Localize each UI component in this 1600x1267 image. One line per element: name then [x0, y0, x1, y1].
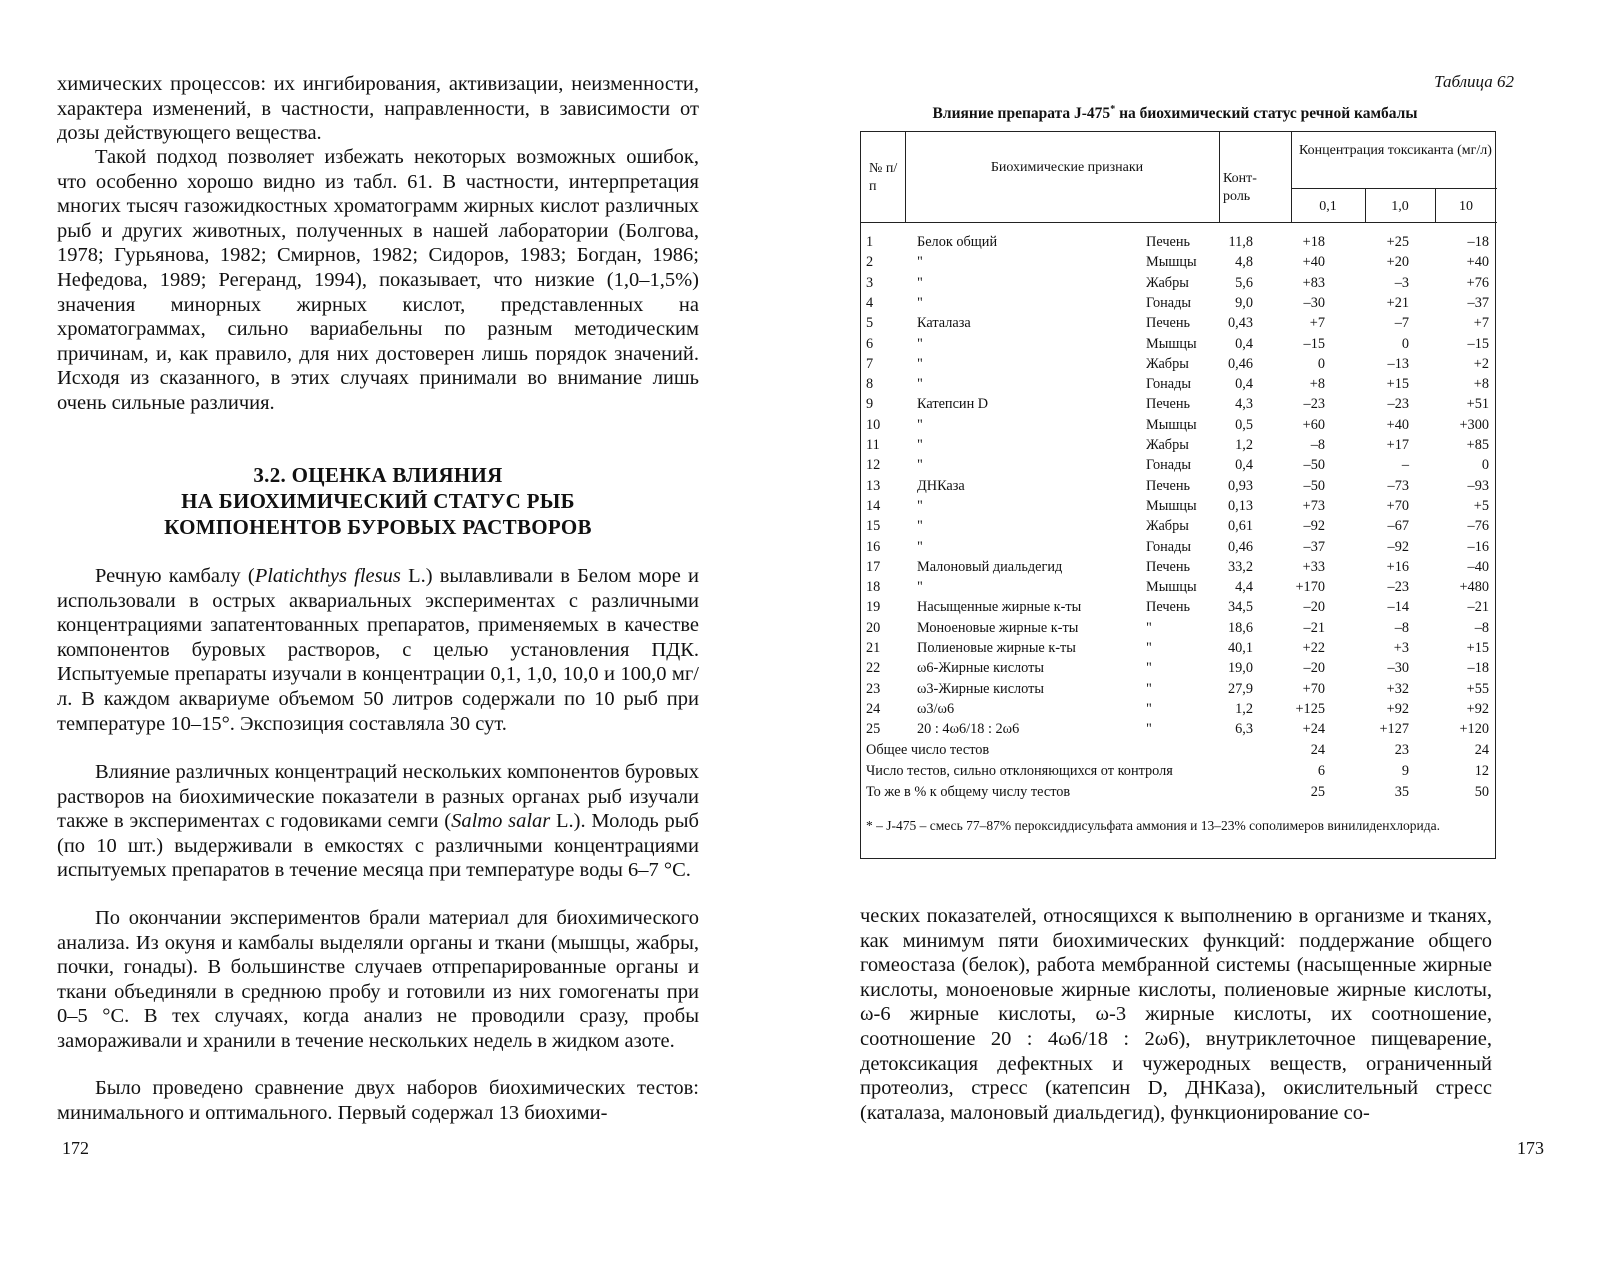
summary-conc-01: 24: [1310, 741, 1325, 758]
row-conc-10: +85: [1466, 437, 1489, 453]
summary-conc-01: 6: [1317, 762, 1325, 779]
row-sign: Насыщенные жирные к-ты: [917, 599, 1082, 616]
row-conc-1: +21: [1386, 294, 1409, 311]
row-control: 4,4: [1235, 579, 1253, 596]
row-organ: ": [1146, 660, 1152, 677]
row-number: 4: [866, 294, 874, 311]
row-number: 7: [866, 355, 874, 372]
row-conc-1: –7: [1394, 315, 1409, 332]
table-row: [861, 496, 1497, 516]
row-sign: ω3/ω6: [917, 700, 955, 717]
row-conc-01: –20: [1303, 599, 1325, 616]
table-row: [861, 273, 1497, 293]
row-control: 0,46: [1227, 538, 1253, 555]
row-control: 1,2: [1235, 437, 1253, 453]
row-sign: ": [917, 497, 923, 514]
row-organ: Печень: [1146, 599, 1191, 616]
row-control: 0,46: [1227, 355, 1253, 372]
row-organ: ": [1146, 721, 1152, 738]
row-conc-1: +20: [1386, 254, 1409, 271]
row-conc-10: –18: [1467, 660, 1489, 677]
table-row: [861, 354, 1497, 374]
row-conc-10: +8: [1473, 376, 1489, 393]
row-control: 40,1: [1227, 640, 1253, 656]
row-conc-1: –13: [1387, 355, 1409, 372]
species-name: Platichthys flesus: [254, 565, 401, 587]
row-sign: ": [917, 538, 923, 555]
row-conc-1: –23: [1387, 579, 1409, 596]
row-sign: Малоновый диальдегид: [917, 558, 1063, 575]
row-conc-01: +8: [1309, 376, 1325, 393]
row-conc-1: –92: [1387, 538, 1409, 555]
row-conc-1: –14: [1387, 599, 1409, 616]
row-organ: Жабры: [1146, 355, 1189, 372]
row-control: 4,3: [1235, 396, 1253, 413]
row-conc-1: +127: [1379, 721, 1409, 738]
header-conc-10: 10: [1459, 199, 1473, 214]
row-conc-10: +92: [1466, 700, 1489, 717]
row-number: 6: [866, 335, 874, 352]
page-number: 173: [1517, 1138, 1544, 1158]
row-organ: Печень: [1146, 234, 1191, 250]
row-conc-01: –30: [1303, 294, 1325, 311]
row-conc-01: –15: [1303, 335, 1325, 352]
paragraph-methods: По окончании экспериментов брали материал для биохимического анализа. Из окуня и камбалы выделяли органы и ткани (мышцы, жабры, почки, гонады). В большинстве случаев отпрепарированные органы и ткани объединяли в среднюю пробу и готовили из них гомогенаты при 0–5 °С. В тех случаях, когда анализ не проводили сразу, пробы замораживали и хранили в течение нескольких недель в жидком азоте.: [57, 907, 699, 1052]
table-row: [861, 618, 1497, 638]
row-conc-01: –50: [1303, 477, 1325, 494]
row-conc-1: 0: [1401, 335, 1409, 352]
table-row: [861, 658, 1497, 678]
row-number: 18: [866, 579, 881, 596]
page-number: 172: [62, 1138, 89, 1158]
row-number: 15: [866, 518, 881, 535]
row-conc-01: +40: [1302, 254, 1325, 271]
row-number: 11: [866, 437, 880, 453]
row-organ: Мышцы: [1146, 254, 1197, 271]
row-control: 34,5: [1227, 599, 1253, 616]
row-sign: Полиеновые жирные к-ты: [917, 640, 1076, 656]
row-number: 21: [866, 640, 881, 656]
row-conc-01: +22: [1302, 640, 1325, 656]
row-control: 4,8: [1235, 254, 1253, 271]
row-conc-1: +32: [1386, 680, 1409, 697]
row-number: 8: [866, 376, 874, 393]
row-conc-10: +7: [1473, 315, 1489, 332]
row-sign: ": [917, 437, 923, 453]
row-conc-01: +60: [1302, 416, 1325, 433]
row-sign: ω3-Жирные кислоты: [917, 680, 1044, 697]
row-conc-01: –8: [1310, 437, 1325, 453]
summary-conc-1: 23: [1394, 741, 1409, 758]
summary-conc-1: 35: [1394, 783, 1409, 800]
row-conc-01: +70: [1302, 680, 1325, 697]
row-organ: Мышцы: [1146, 335, 1197, 352]
summary-label: То же в % к общему числу тестов: [866, 783, 1071, 800]
row-control: 0,43: [1227, 315, 1253, 332]
row-conc-1: +40: [1386, 416, 1409, 433]
heading-line-3: КОМПОНЕНТОВ БУРОВЫХ РАСТВОРОВ: [164, 515, 592, 539]
row-number: 24: [866, 700, 881, 717]
table-number: Таблица 62: [1434, 72, 1514, 91]
row-conc-1: –23: [1387, 396, 1409, 413]
row-sign: Катепсин D: [917, 396, 989, 413]
table-row: [861, 394, 1497, 414]
table-row: [861, 415, 1497, 435]
row-conc-01: +24: [1302, 721, 1325, 738]
row-control: 6,3: [1235, 721, 1253, 738]
summary-conc-01: 25: [1310, 783, 1325, 800]
row-conc-10: –21: [1467, 599, 1489, 616]
summary-label: Число тестов, сильно отклоняющихся от контроля: [866, 762, 1173, 779]
row-conc-1: –3: [1394, 274, 1409, 291]
header-conc-01: 0,1: [1319, 199, 1337, 214]
summary-conc-10: 50: [1474, 783, 1489, 800]
row-conc-10: +15: [1466, 640, 1489, 656]
row-control: 11,8: [1228, 234, 1253, 250]
row-organ: Печень: [1146, 396, 1191, 413]
row-number: 16: [866, 538, 881, 555]
row-organ: Жабры: [1146, 274, 1189, 291]
row-sign: ": [917, 416, 923, 433]
paragraph-salmon: Влияние различных концентраций нескольких компонентов буровых растворов на биохимические показатели в разных органах рыб изучали также в экспериментах с годовиками семги (Salmo salar L.). Молодь рыб (по 10 шт.) выдерживали в емкостях с различными концентрациями испытуемых препаратов в течение месяца при температуре воды 6–7 °С.: [57, 761, 699, 882]
row-organ: Мышцы: [1146, 497, 1197, 514]
table-row: [861, 334, 1497, 354]
row-conc-10: +76: [1466, 274, 1489, 291]
table-row: [861, 699, 1497, 719]
row-number: 5: [866, 315, 874, 332]
row-conc-01: 0: [1317, 355, 1325, 372]
row-control: 0,61: [1227, 518, 1253, 535]
row-conc-01: –92: [1303, 518, 1325, 535]
row-organ: ": [1146, 640, 1152, 656]
row-control: 0,4: [1235, 457, 1253, 474]
row-control: 19,0: [1227, 660, 1253, 677]
species-name: Salmo salar: [451, 810, 551, 833]
header-conc-1: 1,0: [1391, 199, 1409, 214]
table-row: [861, 476, 1497, 496]
paragraph-flounder: Речную камбалу (Platichthys flesus L.) вылавливали в Белом море и использовали в острых аквариальных экспериментах с различными концентрациями запатентованных препаратов, применяемых в качестве компонентов буровых растворов, с целью установления ПДК. Испытуемые препараты изучали в концентрации 0,1, 1,0, 10,0 и 100,0 мг/л. В каждом аквариуме объемом 50 литров содержали по 10 рыб при температуре 10–15°. Экспозиция составляла 30 сут.: [57, 565, 699, 735]
row-conc-10: –8: [1474, 619, 1489, 636]
heading-line-1: 3.2. ОЦЕНКА ВЛИЯНИЯ: [253, 463, 503, 487]
table-row: [861, 435, 1497, 455]
row-number: 2: [866, 254, 874, 271]
row-conc-01: –21: [1303, 619, 1325, 636]
summary-row: [861, 761, 1497, 781]
data-table: [860, 131, 1496, 859]
table-footnote: * – J-475 – смесь 77–87% пероксиддисульфата аммония и 13–23% сополимеров винилиденхлорида.: [866, 818, 1440, 833]
row-conc-1: –30: [1387, 660, 1409, 677]
table-row: [861, 638, 1497, 658]
table-row: [861, 516, 1497, 536]
row-conc-01: +18: [1302, 234, 1325, 250]
row-number: 12: [866, 457, 881, 474]
paragraph-comparison: Было проведено сравнение двух наборов биохимических тестов: минимального и оптимального. Первый содержал 13 биохими-: [57, 1077, 699, 1124]
row-sign: ": [917, 376, 923, 393]
row-conc-10: –15: [1467, 335, 1489, 352]
row-organ: Печень: [1146, 315, 1191, 332]
paragraph-continuation: химических процессов: их ингибирования, активизации, неизменности, характера изменений, в частности, направленности, в зависимости от дозы действующего вещества.: [57, 73, 699, 145]
table-row: [861, 293, 1497, 313]
table-row: [861, 232, 1497, 252]
row-sign: ω6-Жирные кислоты: [917, 660, 1044, 677]
row-number: 10: [866, 416, 881, 433]
row-conc-10: –16: [1467, 538, 1489, 555]
row-control: 0,4: [1235, 335, 1253, 352]
row-control: 1,2: [1235, 700, 1253, 717]
row-sign: ": [917, 274, 923, 291]
header-signs: Биохимические признаки: [990, 160, 1144, 175]
table-row: [861, 597, 1497, 617]
row-number: 13: [866, 477, 881, 494]
table-row: [861, 679, 1497, 699]
row-conc-1: +17: [1386, 437, 1409, 453]
header-num: № п/п: [869, 161, 898, 194]
row-sign: Моноеновые жирные к-ты: [917, 619, 1079, 636]
row-control: 0,5: [1235, 416, 1253, 433]
table-row: [861, 252, 1497, 272]
row-organ: Гонады: [1146, 294, 1192, 311]
row-conc-01: +125: [1295, 700, 1325, 717]
row-conc-10: +5: [1473, 497, 1489, 514]
row-sign: ": [917, 457, 923, 474]
row-sign: 20 : 4ω6/18 : 2ω6: [917, 721, 1020, 738]
row-conc-01: +73: [1302, 497, 1325, 514]
row-organ: ": [1146, 619, 1152, 636]
row-number: 1: [866, 234, 874, 250]
heading-line-2: НА БИОХИМИЧЕСКИЙ СТАТУС РЫБ: [181, 489, 575, 513]
row-conc-01: +83: [1302, 274, 1325, 291]
row-control: 18,6: [1227, 619, 1253, 636]
row-sign: ": [917, 335, 923, 352]
row-conc-01: –50: [1303, 457, 1325, 474]
summary-conc-10: 12: [1474, 762, 1489, 779]
row-control: 0,13: [1227, 497, 1253, 514]
row-conc-1: +92: [1386, 700, 1409, 717]
row-conc-10: –37: [1467, 294, 1489, 311]
row-sign: Каталаза: [917, 315, 971, 332]
row-number: 14: [866, 497, 881, 514]
row-organ: ": [1146, 700, 1152, 717]
row-number: 3: [866, 274, 874, 291]
row-conc-1: –: [1401, 457, 1409, 474]
row-conc-01: +33: [1302, 558, 1325, 575]
row-conc-01: –20: [1303, 660, 1325, 677]
summary-conc-1: 9: [1401, 762, 1409, 779]
table-row: [861, 455, 1497, 475]
row-conc-01: +7: [1309, 315, 1325, 332]
row-conc-01: –23: [1303, 396, 1325, 413]
row-conc-01: –37: [1303, 538, 1325, 555]
row-number: 9: [866, 396, 874, 413]
row-conc-1: +70: [1386, 497, 1409, 514]
row-sign: ": [917, 355, 923, 372]
row-control: 0,4: [1235, 376, 1253, 393]
row-conc-1: –8: [1394, 619, 1409, 636]
row-conc-10: –40: [1467, 558, 1489, 575]
table-row: [861, 557, 1497, 577]
row-conc-10: +2: [1473, 355, 1489, 372]
row-organ: Мышцы: [1146, 579, 1197, 596]
row-number: 20: [866, 619, 881, 636]
row-sign: ": [917, 518, 923, 535]
row-conc-10: +300: [1459, 416, 1489, 433]
row-sign: ДНКаза: [917, 477, 965, 494]
summary-row: [861, 782, 1497, 802]
table-row: [861, 577, 1497, 597]
paragraph-approach: Такой подход позволяет избежать некоторых возможных ошибок, что особенно хорошо видно из табл. 61. В частности, интерпретация многих тысяч газожидкостных хроматограмм жирных кислот различных рыб и других животных, полученных в нашей лаборатории (Болгова, 1978; Гурьянова, 1982; Смирнов, 1982; Сидоров, 1983; Богдан, 1986; Нефедова, 1989; Регеранд, 1994), показывает, что низкие (1,0–1,5%) значения минорных жирных кислот, представленных на хроматограммах, сильно вариабельны по разным методическим причинам, и, как правило, для них достоверен лишь порядок значений. Исходя из сказанного, в этих случаях принимали во внимание лишь очень сильные различия.: [57, 146, 699, 414]
row-control: 9,0: [1235, 294, 1253, 311]
row-conc-10: +480: [1459, 579, 1489, 596]
row-number: 23: [866, 680, 881, 697]
row-conc-10: –93: [1467, 477, 1489, 494]
row-conc-10: –76: [1467, 518, 1489, 535]
summary-label: Общее число тестов: [866, 741, 990, 758]
row-organ: Печень: [1146, 477, 1191, 494]
row-number: 17: [866, 558, 881, 575]
row-conc-1: +25: [1386, 234, 1409, 250]
table-row: [861, 374, 1497, 394]
header-control: Конт- роль: [1223, 171, 1257, 204]
row-organ: Печень: [1146, 558, 1191, 575]
row-sign: Белок общий: [917, 234, 998, 250]
row-organ: ": [1146, 680, 1152, 697]
row-conc-10: 0: [1481, 457, 1489, 474]
row-control: 0,93: [1227, 477, 1253, 494]
row-conc-1: –73: [1387, 477, 1409, 494]
row-number: 25: [866, 721, 881, 738]
table-row: [861, 719, 1497, 739]
row-sign: ": [917, 294, 923, 311]
row-conc-10: +40: [1466, 254, 1489, 271]
row-organ: Гонады: [1146, 457, 1192, 474]
header-concentration: Концентрация токсиканта (мг/л): [1299, 143, 1492, 158]
row-sign: ": [917, 254, 923, 271]
row-organ: Мышцы: [1146, 416, 1197, 433]
row-conc-1: +15: [1386, 376, 1409, 393]
paragraph-continued-right: ческих показателей, относящихся к выполнению в организме и тканях, как минимум пяти биохимических функций: поддержание общего гомеостаза (белок), работа мембранной системы (насыщенные жирные кислоты, моноеновые жирные кислоты, полиеновые жирные кислоты, ω-6 жирные кислоты, ω-3 жирные кислоты, их соотношение, соотношение 20 : 4ω6/18 : 2ω6), внутриклеточное пищеварение, детоксикация дефектных и чужеродных веществ, ограниченный протеолиз, стресс (катепсин D, ДНКаза), окислительный стресс (каталаза, малоновый диальдегид), функционирование со-: [860, 905, 1492, 1124]
summary-conc-10: 24: [1474, 741, 1489, 758]
table-title: Влияние препарата J-475* на биохимический статус речной камбалы: [932, 104, 1418, 123]
summary-row: [861, 740, 1497, 760]
table-row: [861, 313, 1497, 333]
row-conc-10: +120: [1459, 721, 1489, 738]
row-control: 5,6: [1235, 274, 1253, 291]
row-conc-01: +170: [1295, 579, 1325, 596]
row-number: 22: [866, 660, 881, 677]
section-heading: [57, 462, 699, 540]
row-sign: ": [917, 579, 923, 596]
row-organ: Жабры: [1146, 518, 1189, 535]
row-organ: Гонады: [1146, 376, 1192, 393]
row-control: 27,9: [1227, 680, 1253, 697]
row-conc-10: –18: [1467, 234, 1489, 250]
row-conc-10: +55: [1466, 680, 1489, 697]
row-conc-10: +51: [1466, 396, 1489, 413]
table-row: [861, 537, 1497, 557]
row-number: 19: [866, 599, 881, 616]
row-conc-1: +16: [1386, 558, 1409, 575]
row-conc-1: +3: [1393, 640, 1409, 656]
row-control: 33,2: [1227, 558, 1253, 575]
row-organ: Жабры: [1146, 437, 1189, 453]
row-conc-1: –67: [1387, 518, 1409, 535]
row-organ: Гонады: [1146, 538, 1192, 555]
